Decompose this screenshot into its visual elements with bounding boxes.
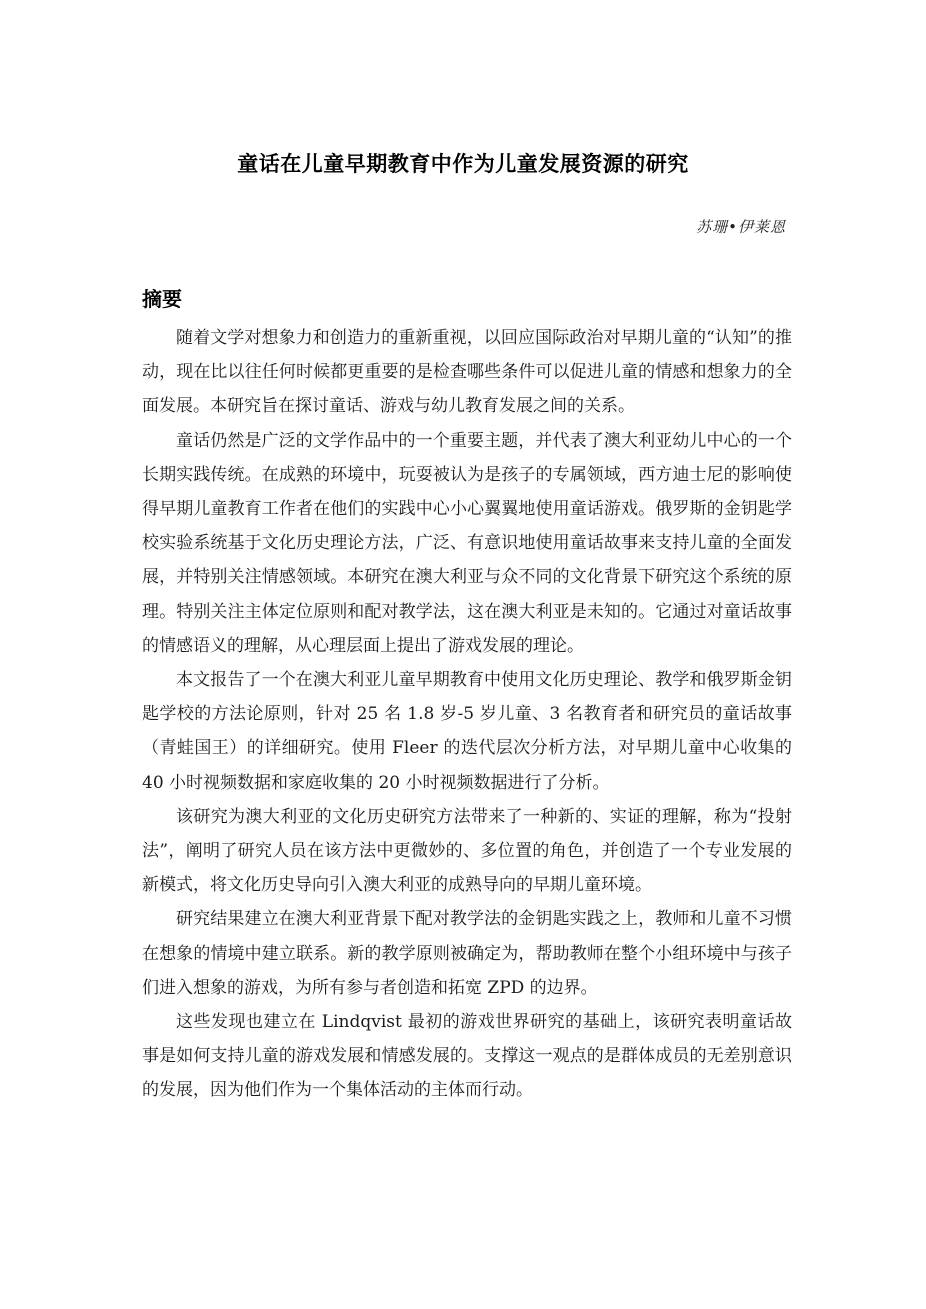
abstract-body [142,321,792,1108]
author-name: 苏珊•伊莱恩 [696,218,786,236]
abstract-paragraph-1: 随着文学对想象力和创造力的重新重视，以回应国际政治对早期儿童的“认知”的推动，现在比以往任何时候都更重要的是检查哪些条件可以促进儿童的情感和想象力的全面发展。本研究旨在探讨童话、游戏与幼儿教育发展之间的关系。 [142,328,792,417]
abstract-paragraph-6: 这些发现也建立在 Lindqvist 最初的游戏世界研究的基础上，该研究表明童话故事是如何支持儿童的游戏发展和情感发展的。支撑这一观点的是群体成员的无差别意识的发展，因为他们作为一个集体活动的主体而行动。 [142,1012,792,1101]
paper-title: 童话在儿童早期教育中作为儿童发展资源的研究 [237,152,689,176]
abstract-heading: 摘要 [142,287,182,311]
abstract-paragraph-4: 该研究为澳大利亚的文化历史研究方法带来了一种新的、实证的理解，称为“投射法”，阐明了研究人员在该方法中更微妙的、多位置的角色，并创造了一个专业发展的新模式，将文化历史导向引入澳大利亚的成熟导向的早期儿童环境。 [142,806,792,896]
abstract-paragraph-3: 本文报告了一个在澳大利亚儿童早期教育中使用文化历史理论、教学和俄罗斯金钥匙学校的方法论原则，针对 25 名 1.8 岁-5 岁儿童、3 名教育者和研究员的童话故事（青蛙国王）的详细研究。使用 Fleer 的迭代层次分析方法，对早期儿童中心收集的 40 小时视频数据和家庭收集的 20 小时视频数据进行了分析。 [142,670,792,793]
abstract-paragraph-5: 研究结果建立在澳大利亚背景下配对教学法的金钥匙实践之上，教师和儿童不习惯在想象的情境中建立联系。新的教学原则被确定为，帮助教师在整个小组环境中与孩子们进入想象的游戏，为所有参与者创造和拓宽 ZPD 的边界。 [142,909,792,998]
abstract-paragraph-2: 童话仍然是广泛的文学作品中的一个重要主题，并代表了澳大利亚幼儿中心的一个长期实践传统。在成熟的环境中，玩耍被认为是孩子的专属领域，西方迪士尼的影响使得早期儿童教育工作者在他们的实践中心小心翼翼地使用童话游戏。俄罗斯的金钥匙学校实验系统基于文化历史理论方法，广泛、有意识地使用童话故事来支持儿童的全面发展，并特别关注情感领域。本研究在澳大利亚与众不同的文化背景下研究这个系统的原理。特别关注主体定位原则和配对教学法，这在澳大利亚是未知的。它通过对童话故事的情感语义的理解，从心理层面上提出了游戏发展的理论。 [142,430,792,656]
